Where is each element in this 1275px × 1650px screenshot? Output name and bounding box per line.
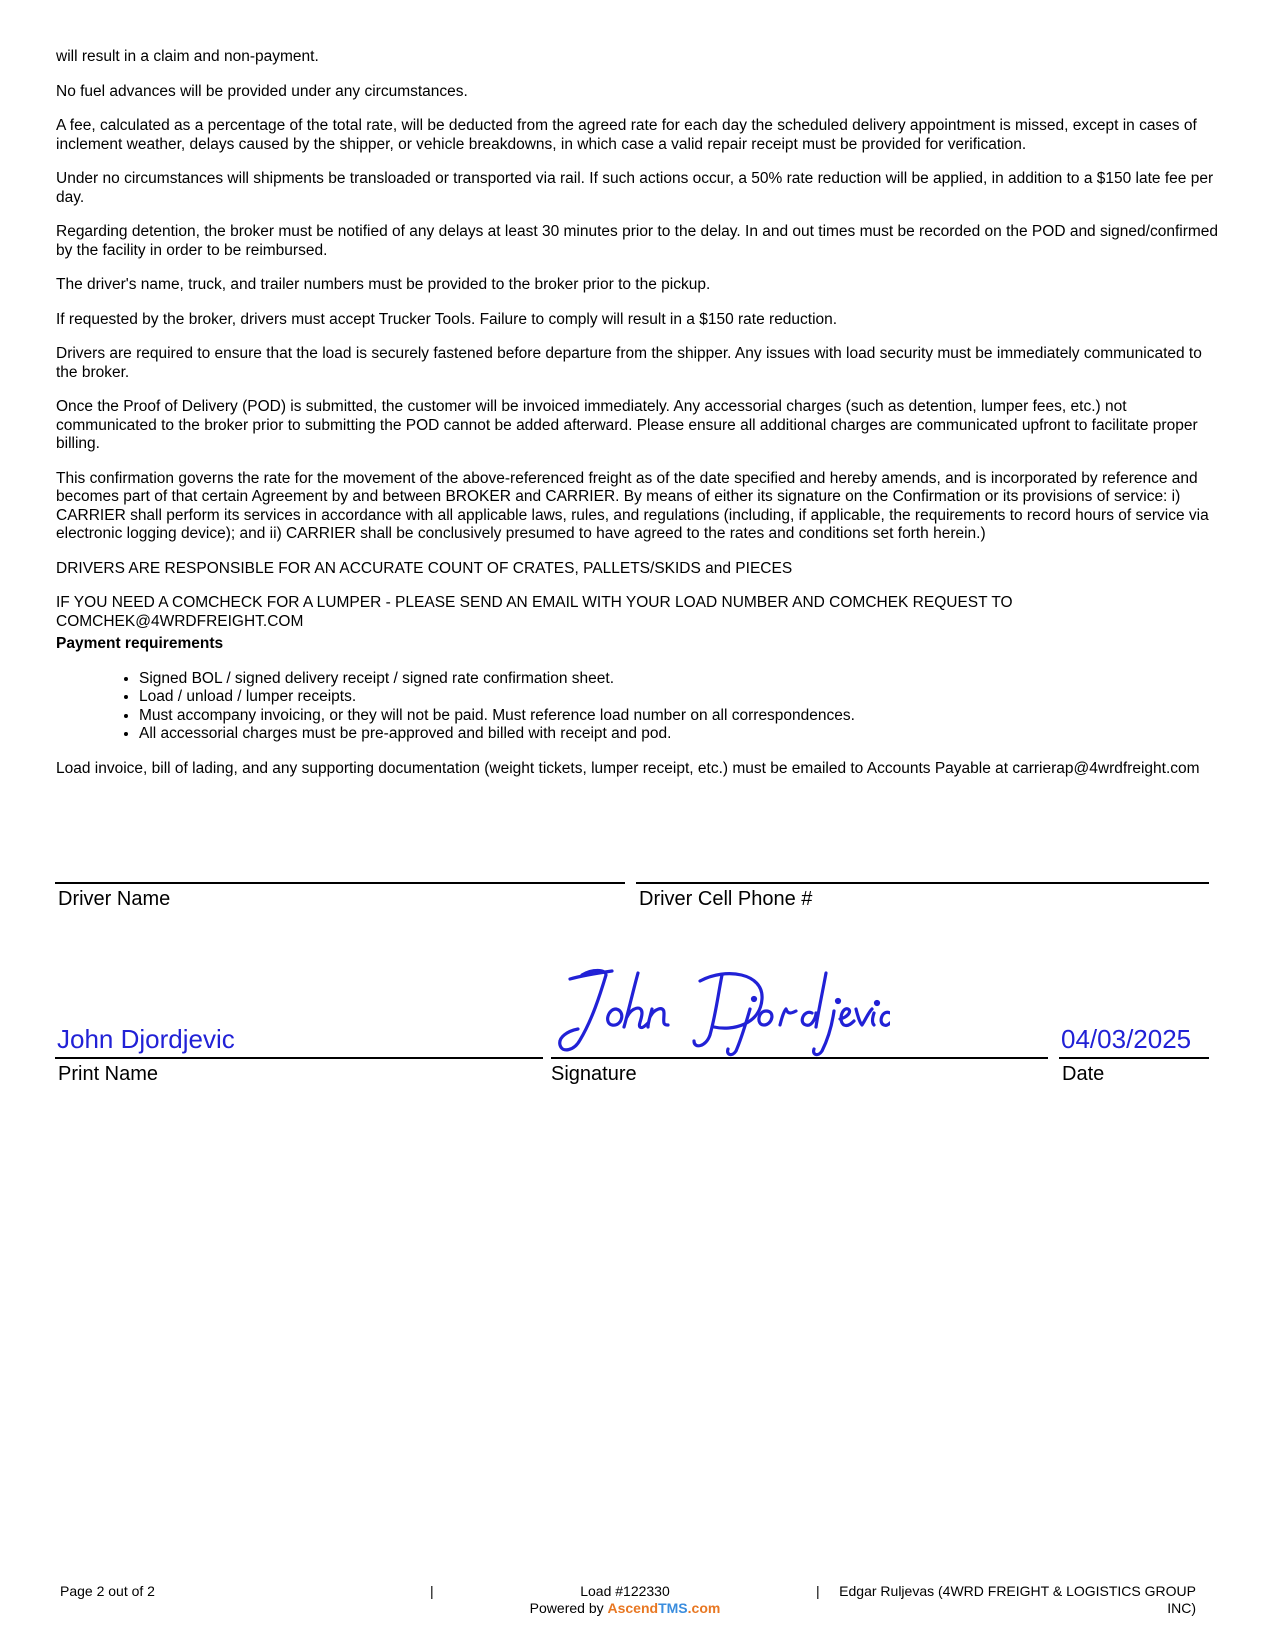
driver-phone-label: Driver Cell Phone # <box>639 888 813 910</box>
date-label: Date <box>1062 1063 1105 1085</box>
signature-label: Signature <box>551 1063 637 1085</box>
term-paragraph: No fuel advances will be provided under any circumstances. <box>56 82 468 100</box>
handwritten-signature <box>550 965 890 1060</box>
term-paragraph: Once the Proof of Delivery (POD) is submitted, the customer will be invoiced immediately. Any accessorial charges (such as detention, lumper fees, etc.) not communicated to the broker prior to submitting the POD cannot be added afterward. Please ensure all additional charges are communicated upfront to facilitate proper billing. <box>56 398 1198 452</box>
date-value: 04/03/2025 <box>1061 1024 1192 1054</box>
brand-logo-com[interactable]: .com <box>687 1600 721 1616</box>
list-item: • All accessorial charges must be pre-approved and billed with receipt and pod. <box>139 725 1219 744</box>
terms-section <box>56 48 1219 794</box>
print-name-line[interactable] <box>55 1057 543 1059</box>
brand-logo-ascend[interactable]: Ascend <box>607 1600 659 1616</box>
driver-name-line[interactable] <box>55 882 625 884</box>
comcheck-notice: IF YOU NEED A COMCHECK FOR A LUMPER - PLEASE SEND AN EMAIL WITH YOUR LOAD NUMBER AND COMCHEK REQUEST TO COMCHEK@4WRDFREIGHT.COM <box>56 594 1013 630</box>
payment-requirements-list <box>56 670 1219 744</box>
term-paragraph: will result in a claim and non-payment. <box>56 48 319 65</box>
term-paragraph: A fee, calculated as a percentage of the total rate, will be deducted from the agreed rate for each day the scheduled delivery appointment is missed, except in cases of inclement weather, delays caused by the shipper, or vehicle breakdowns, in which case a valid repair receipt must be provided for verification. <box>56 117 1197 153</box>
term-paragraph: Under no circumstances will shipments be transloaded or transported via rail. If such actions occur, a 50% rate reduction will be applied, in addition to a $150 late fee per day. <box>56 170 1214 206</box>
list-item: • Must accompany invoicing, or they will not be paid. Must reference load number on all correspondences. <box>139 707 1219 726</box>
powered-by-label: Powered by <box>529 1600 604 1616</box>
driver-phone-line[interactable] <box>636 882 1209 884</box>
list-item: • Load / unload / lumper receipts. <box>139 688 1219 707</box>
signature-line[interactable] <box>551 1057 1048 1059</box>
driver-name-label: Driver Name <box>58 888 171 910</box>
term-paragraph: DRIVERS ARE RESPONSIBLE FOR AN ACCURATE COUNT OF CRATES, PALLETS/SKIDS and PIECES <box>56 559 793 577</box>
term-paragraph: If requested by the broker, drivers must accept Trucker Tools. Failure to comply will result in a $150 rate reduction. <box>56 310 838 328</box>
term-paragraph: The driver's name, truck, and trailer numbers must be provided to the broker prior to the pickup. <box>56 276 711 293</box>
list-item: • Signed BOL / signed delivery receipt / signed rate confirmation sheet. <box>139 670 1219 689</box>
payment-requirements-title: Payment requirements <box>56 635 224 652</box>
brand-logo-tms[interactable]: TMS <box>658 1600 688 1616</box>
footer-center <box>500 1583 750 1617</box>
print-name-value: John Djordjevic <box>57 1024 235 1054</box>
date-line[interactable] <box>1059 1057 1209 1059</box>
footer-company: Edgar Ruljevas (4WRD FREIGHT & LOGISTICS GROUP INC) <box>839 1583 1196 1616</box>
payment-note: Load invoice, bill of lading, and any supporting documentation (weight tickets, lumper receipt, etc.) must be emailed to Accounts Payable at carrierap@4wrdfreight.com <box>56 759 1200 777</box>
load-number: Load #122330 <box>580 1583 670 1599</box>
footer-separator: | <box>430 1583 434 1599</box>
print-name-label: Print Name <box>58 1063 159 1085</box>
page-number: Page 2 out of 2 <box>60 1583 155 1599</box>
powered-by <box>500 1600 750 1617</box>
term-paragraph: Regarding detention, the broker must be notified of any delays at least 30 minutes prior to the delay. In and out times must be recorded on the POD and signed/confirmed by the facility in order to be reimbursed. <box>56 223 1219 259</box>
footer-separator: | <box>816 1583 820 1599</box>
term-paragraph: This confirmation governs the rate for the movement of the above-referenced freight as of the date specified and hereby amends, and is incorporated by reference and becomes part of that certain Agreement by and between BROKER and CARRIER. By means of either its signature on the Confirmation or its provisions of service: i) CARRIER shall perform its services in accordance with all applicable laws, rules, and regulations (including, if applicable, the requirements to record hours of service via electronic logging device); and ii) CARRIER shall be conclusively presumed to have agreed to the rates and conditions set forth herein.) <box>56 469 1209 542</box>
term-paragraph: Drivers are required to ensure that the load is securely fastened before departure from the shipper. Any issues with load security must be immediately communicated to the broker. <box>56 345 1202 381</box>
